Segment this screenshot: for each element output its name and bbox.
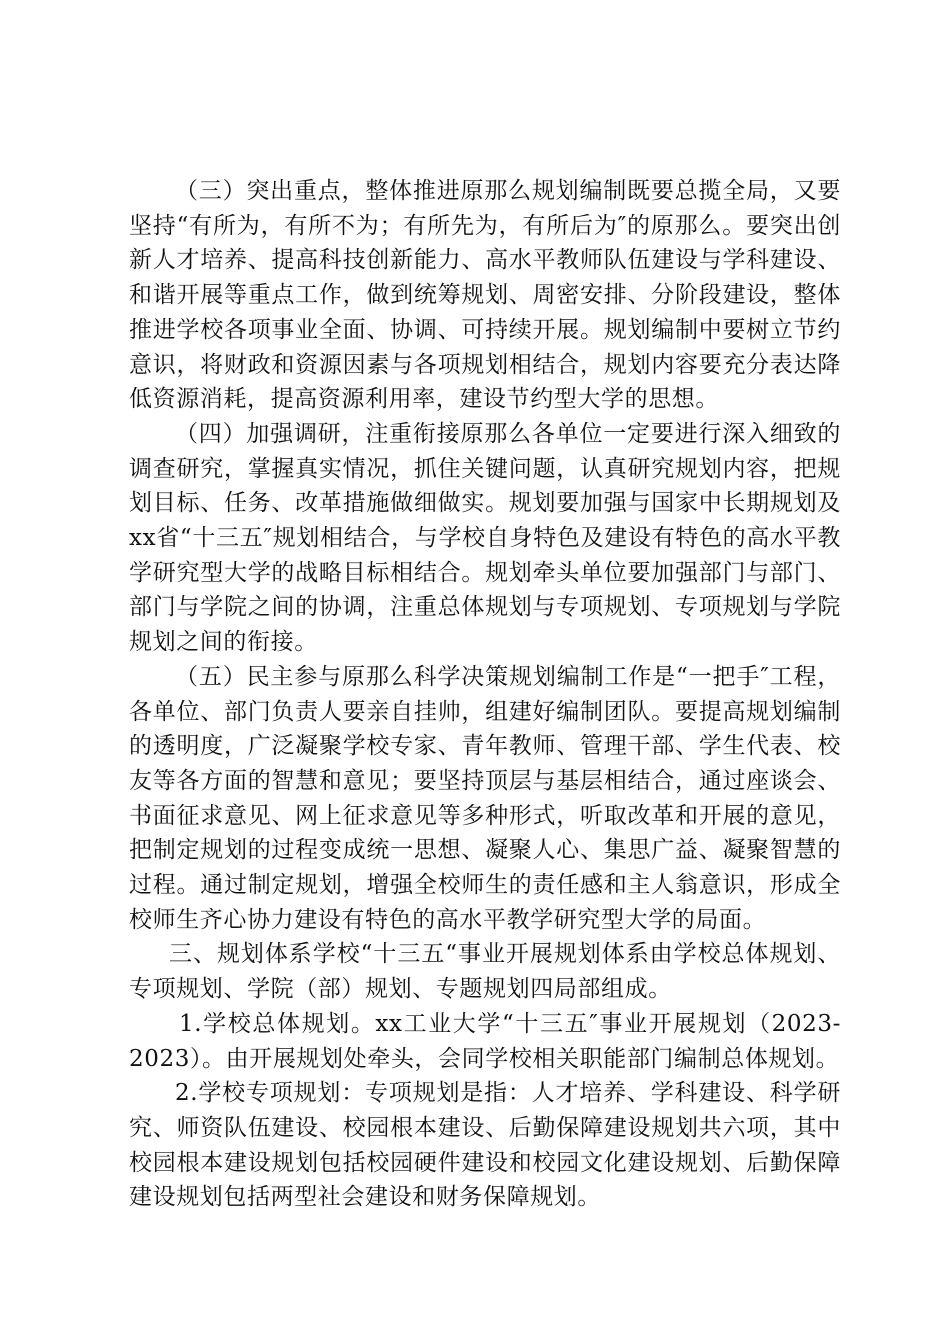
item-overall-plan: 1.学校总体规划。xx工业大学“十三五″事业开展规划（2023-2023）。由开展规划处牵头，会同学校相关职能部门编制总体规划。 (129, 1010, 841, 1072)
document-body (129, 174, 841, 1215)
paragraph-principle-4: （四）加强调研，注重衔接原那么各单位一定要进行深入细致的调查研究，掌握真实情况，抓住关键问题，认真研究规划内容，把规划目标、任务、改革措施做细做实。规划要加强与国家中长期规划及xx省“十三五″规划相结合，与学校自身特色及建设有特色的高水平教学研究型大学的战略目标相结合。规划牵头单位要加强部门与部门、部门与学院之间的协调，注重总体规划与专项规划、专项规划与学院规划之间的衔接。 (129, 420, 841, 656)
section-planning-system: 三、规划体系学校“十三五“事业开展规划体系由学校总体规划、专项规划、学院（部）规划、专题规划四局部组成。 (129, 941, 841, 1003)
item-special-plans: 2.学校专项规划：专项规划是指：人才培养、学科建设、科学研究、师资队伍建设、校园根本建设、后勤保障建设规划共六项，其中校园根本建设规划包括校园硬件建设和校园文化建设规划、后勤保障建设规划包括两型社会建设和财务保障规划。 (129, 1080, 841, 1211)
paragraph-principle-3: （三）突出重点，整体推进原那么规划编制既要总揽全局，又要坚持“有所为，有所不为；有所先为，有所后为″的原那么。要突出创新人才培养、提高科技创新能力、高水平教师队伍建设与学科建设、和谐开展等重点工作，做到统筹规划、周密安排、分阶段建设，整体推进学校各项事业全面、协调、可持续开展。规划编制中要树立节约意识，将财政和资源因素与各项规划相结合，规划内容要充分表达降低资源消耗，提高资源利用率，建设节约型大学的思想。 (129, 178, 841, 413)
paragraph-principle-5: （五）民主参与原那么科学决策规划编制工作是“一把手″工程，各单位、部门负责人要亲自挂帅，组建好编制团队。要提高规划编制的透明度，广泛凝聚学校专家、青年教师、管理干部、学生代表、校友等各方面的智慧和意见；要坚持顶层与基层相结合，通过座谈会、书面征求意见、网上征求意见等多种形式，听取改革和开展的意见，把制定规划的过程变成统一思想、凝聚人心、集思广益、凝聚智慧的过程。通过制定规划，增强全校师生的责任感和主人翁意识，形成全校师生齐心协力建设有特色的高水平教学研究型大学的局面。 (129, 663, 841, 933)
